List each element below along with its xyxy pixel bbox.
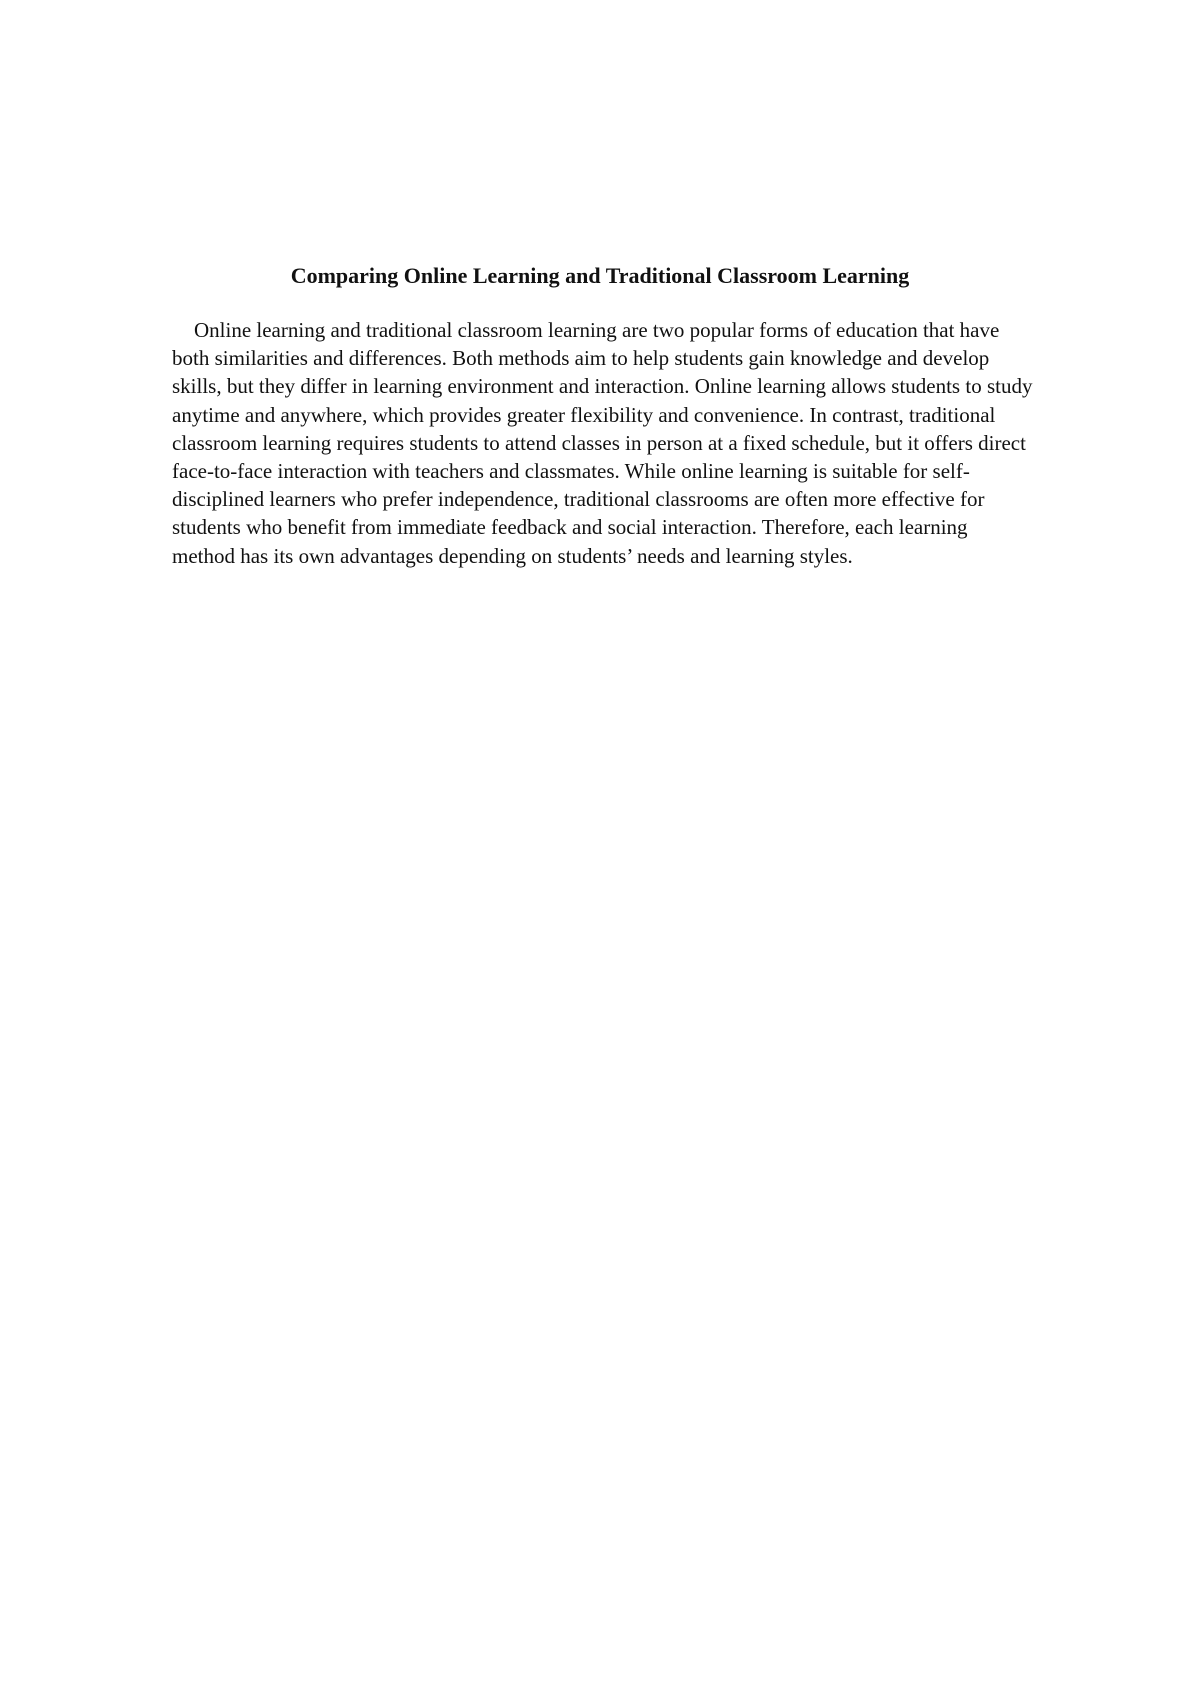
document-title: Comparing Online Learning and Traditional Classroom Learning [290, 263, 910, 288]
document-paragraph: Online learning and traditional classroom learning are two popular forms of education that have both similarities and differences. Both methods aim to help students gain knowledge and develop skills, but they differ in learning environment and interaction. Online learning allows students to study anytime and anywhere, which provides greater flexibility and convenience. In contrast, traditional classroom learning requires students to attend classes in person at a fixed schedule, but it offers direct face-to-face interaction with teachers and classmates. While online learning is suitable for self-disciplined learners who prefer independence, traditional classrooms are often more effective for students who benefit from immediate feedback and social interaction. Therefore, each learning method has its own advantages depending on students’ needs and learning styles. [172, 318, 1033, 568]
